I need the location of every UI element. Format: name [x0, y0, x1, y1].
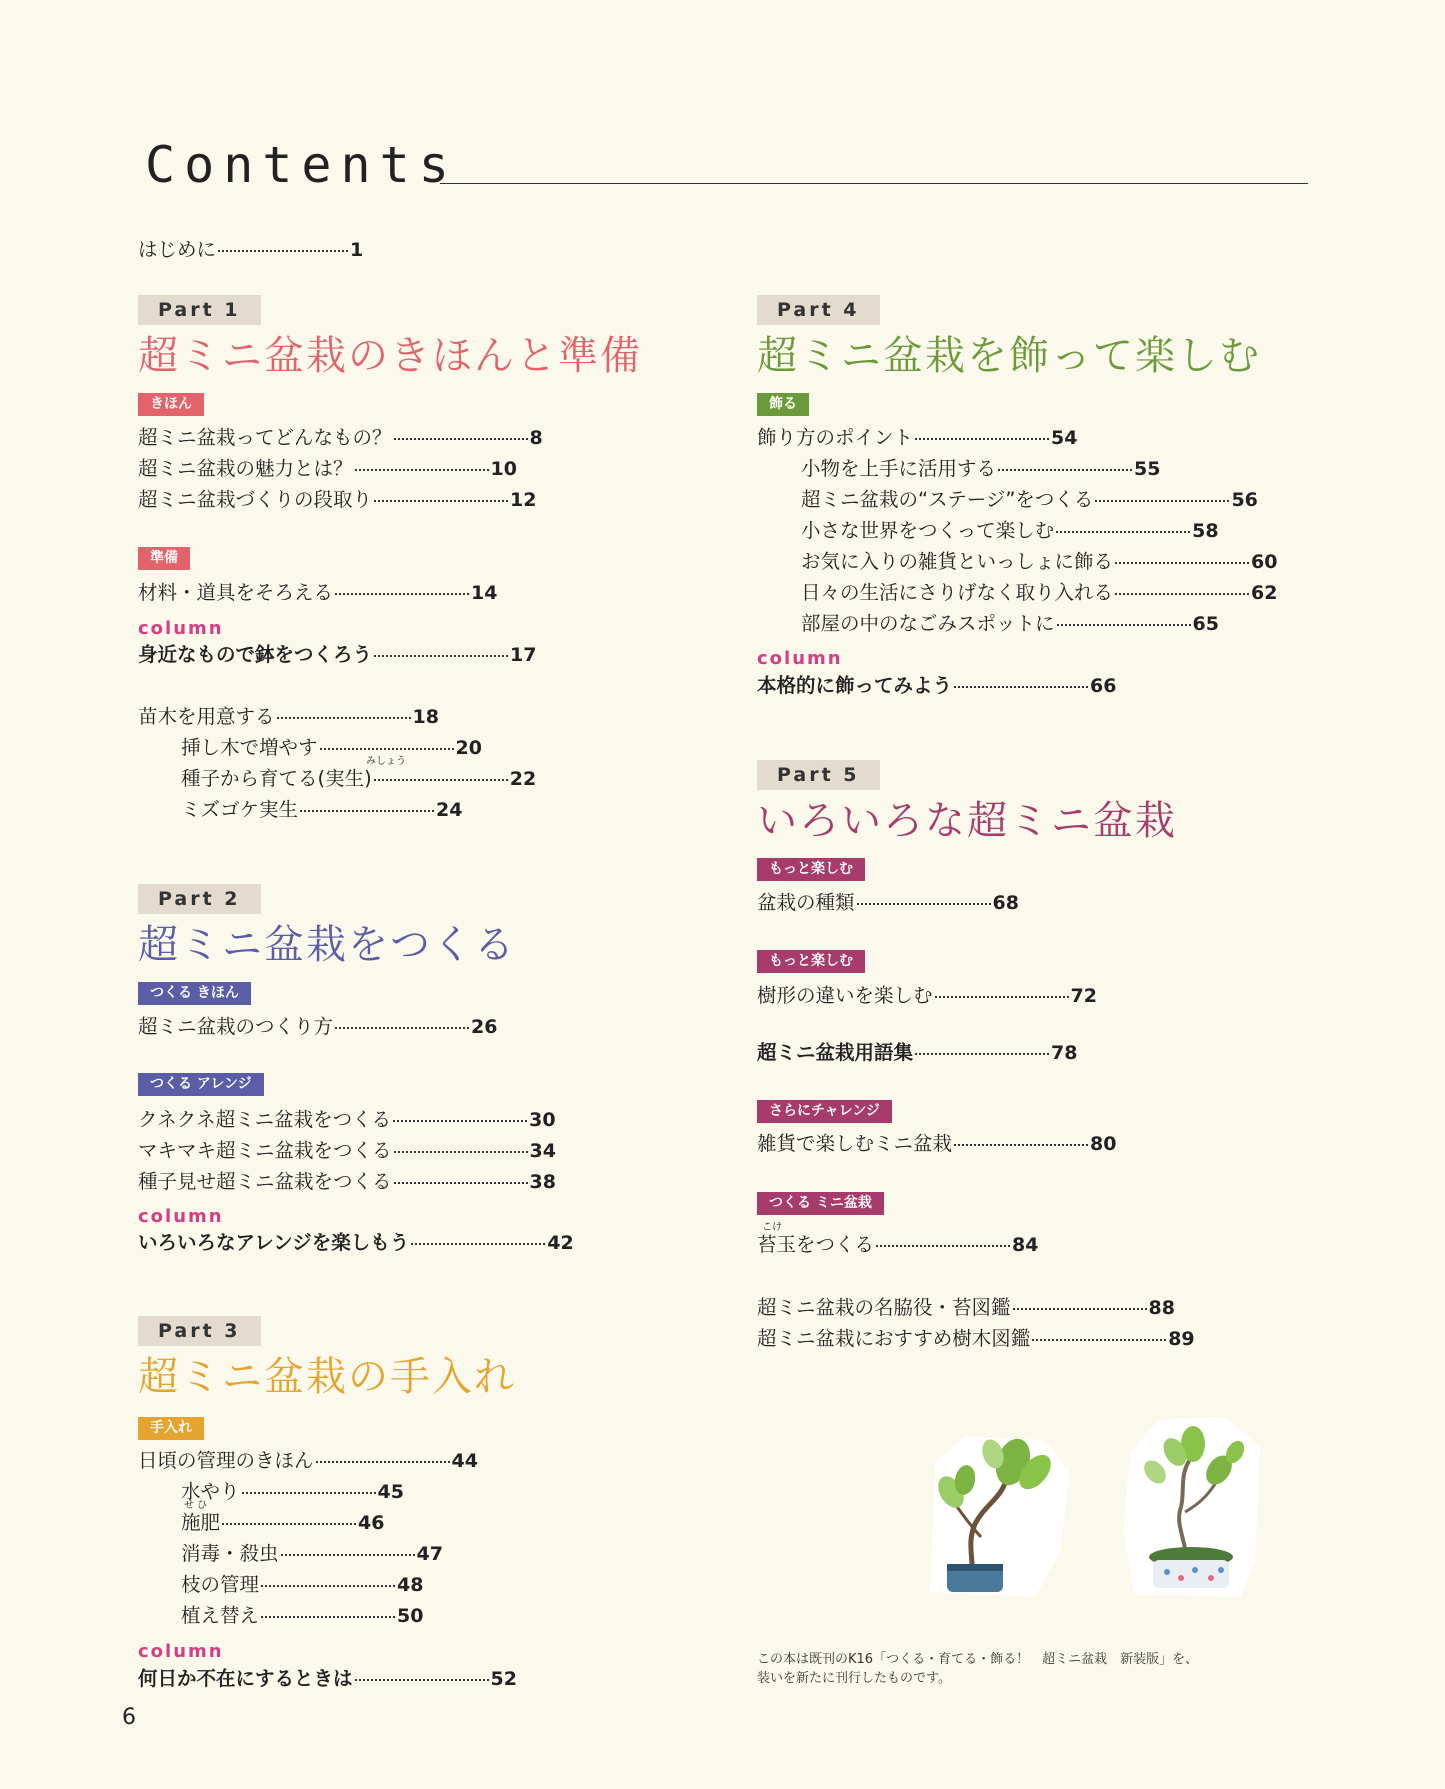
toc-entry[interactable]: 日頃の管理のきほん 44 [138, 1449, 478, 1472]
publication-note: この本は既刊のK16「つくる・育てる・飾る！ 超ミニ盆栽 新装版」を、 装いを新たに刊行したものです。 [757, 1652, 1199, 1686]
bonsai-photo-right [1115, 1412, 1265, 1597]
toc-entry[interactable]: 超ミニ盆栽の魅力とは？ 10 [138, 457, 517, 480]
toc-entry[interactable]: お気に入りの雑貨といっしょに飾る 60 [801, 550, 1278, 573]
part1-title: 超ミニ盆栽のきほんと準備 [138, 333, 642, 379]
part4-tag: 飾る [757, 393, 809, 416]
part1-tag-junbi: 準備 [138, 547, 190, 570]
page-number: 6 [122, 1705, 136, 1730]
part2-tab: Part 2 [138, 884, 261, 914]
part5-tag-challenge: さらにチャレンジ [757, 1100, 892, 1123]
part1-tag-kihon: きほん [138, 393, 204, 416]
part5-tag-motto2: もっと楽しむ [757, 950, 865, 973]
part2-column-label: column [138, 1206, 224, 1227]
toc-entry[interactable]: 水やり 45 [181, 1480, 404, 1503]
toc-entry[interactable]: 日々の生活にさりげなく取り入れる 62 [801, 581, 1278, 604]
part1-tab: Part 1 [138, 295, 261, 325]
part3-tag: 手入れ [138, 1417, 204, 1440]
part5-tab: Part 5 [757, 760, 880, 790]
toc-entry[interactable]: 消毒・殺虫 47 [181, 1542, 443, 1565]
toc-entry[interactable]: 植え替え 50 [181, 1604, 424, 1627]
toc-entry[interactable]: 超ミニ盆栽のつくり方 26 [138, 1015, 498, 1038]
toc-entry[interactable]: 挿し木で増やす 20 [181, 736, 482, 759]
toc-entry[interactable]: 盆栽の種類 68 [757, 891, 1019, 914]
toc-entry[interactable]: 部屋の中のなごみスポットに 65 [801, 612, 1219, 635]
part4-column-label: column [757, 648, 843, 669]
part2-tag-kihon: つくる きほん [138, 982, 251, 1005]
part3-title: 超ミニ盆栽の手入れ [138, 1354, 516, 1400]
bonsai-photo-left [925, 1432, 1075, 1597]
entry-page: 1 [350, 239, 364, 261]
part5-title: いろいろな超ミニ盆栽 [757, 798, 1177, 844]
part4-tab: Part 4 [757, 295, 880, 325]
part2-title: 超ミニ盆栽をつくる [138, 922, 516, 968]
toc-entry[interactable]: 種子見せ超ミニ盆栽をつくる 38 [138, 1170, 556, 1193]
toc-entry[interactable]: 本格的に飾ってみよう 66 [757, 674, 1117, 697]
part4-title: 超ミニ盆栽を飾って楽しむ [757, 333, 1261, 379]
toc-entry[interactable]: 枝の管理 48 [181, 1573, 424, 1596]
toc-entry[interactable]: 施肥 46 [181, 1511, 385, 1534]
toc-entry[interactable]: 何日か不在にするときは 52 [138, 1667, 517, 1690]
toc-entry[interactable]: 小さな世界をつくって楽しむ 58 [801, 519, 1219, 542]
toc-entry[interactable]: いろいろなアレンジを楽しもう 42 [138, 1231, 574, 1254]
toc-entry[interactable]: 苗木を用意する 18 [138, 705, 439, 728]
part5-tag-motto1: もっと楽しむ [757, 858, 865, 881]
toc-entry[interactable]: 種子から育てる(実生) 22 [181, 767, 537, 790]
toc-entry[interactable]: 超ミニ盆栽の名脇役・苔図鑑 88 [757, 1296, 1175, 1319]
toc-entry[interactable]: 小物を上手に活用する 55 [801, 457, 1161, 480]
ruby-koke: こけ [762, 1222, 782, 1233]
part1-column-label: column [138, 618, 224, 639]
part2-tag-arrange: つくる アレンジ [138, 1073, 264, 1096]
toc-entry[interactable]: 超ミニ盆栽の“ステージ”をつくる 56 [801, 488, 1258, 511]
toc-entry[interactable]: ミズゴケ実生 24 [181, 798, 463, 821]
page-title: Contents [145, 136, 458, 194]
part5-tag-tsukuru: つくる ミニ盆栽 [757, 1192, 884, 1215]
title-rule [440, 183, 1308, 184]
part3-tab: Part 3 [138, 1316, 261, 1346]
ruby-misho: みしょう [366, 756, 406, 767]
toc-entry[interactable]: クネクネ超ミニ盆栽をつくる 30 [138, 1108, 556, 1131]
toc-entry[interactable]: 身近なもので鉢をつくろう 17 [138, 643, 537, 666]
toc-entry[interactable]: マキマキ超ミニ盆栽をつくる 34 [138, 1139, 556, 1162]
toc-entry[interactable]: 超ミニ盆栽用語集 78 [757, 1041, 1078, 1064]
toc-entry[interactable]: 材料・道具をそろえる 14 [138, 581, 498, 604]
toc-entry[interactable]: 超ミニ盆栽ってどんなもの？ 8 [138, 426, 543, 449]
toc-entry[interactable]: 超ミニ盆栽におすすめ樹木図鑑 89 [757, 1327, 1195, 1350]
part3-column-label: column [138, 1641, 224, 1662]
toc-entry[interactable]: 超ミニ盆栽づくりの段取り 12 [138, 488, 537, 511]
toc-entry[interactable]: 飾り方のポイント 54 [757, 426, 1078, 449]
ruby-sehi: せ ひ [184, 1500, 208, 1511]
toc-entry[interactable]: 苔玉をつくる 84 [757, 1233, 1039, 1256]
toc-entry[interactable]: 樹形の違いを楽しむ 72 [757, 984, 1097, 1007]
entry-label: はじめに [138, 238, 217, 261]
toc-entry-intro[interactable] [138, 238, 363, 262]
toc-entry[interactable]: 雑貨で楽しむミニ盆栽 80 [757, 1132, 1117, 1155]
